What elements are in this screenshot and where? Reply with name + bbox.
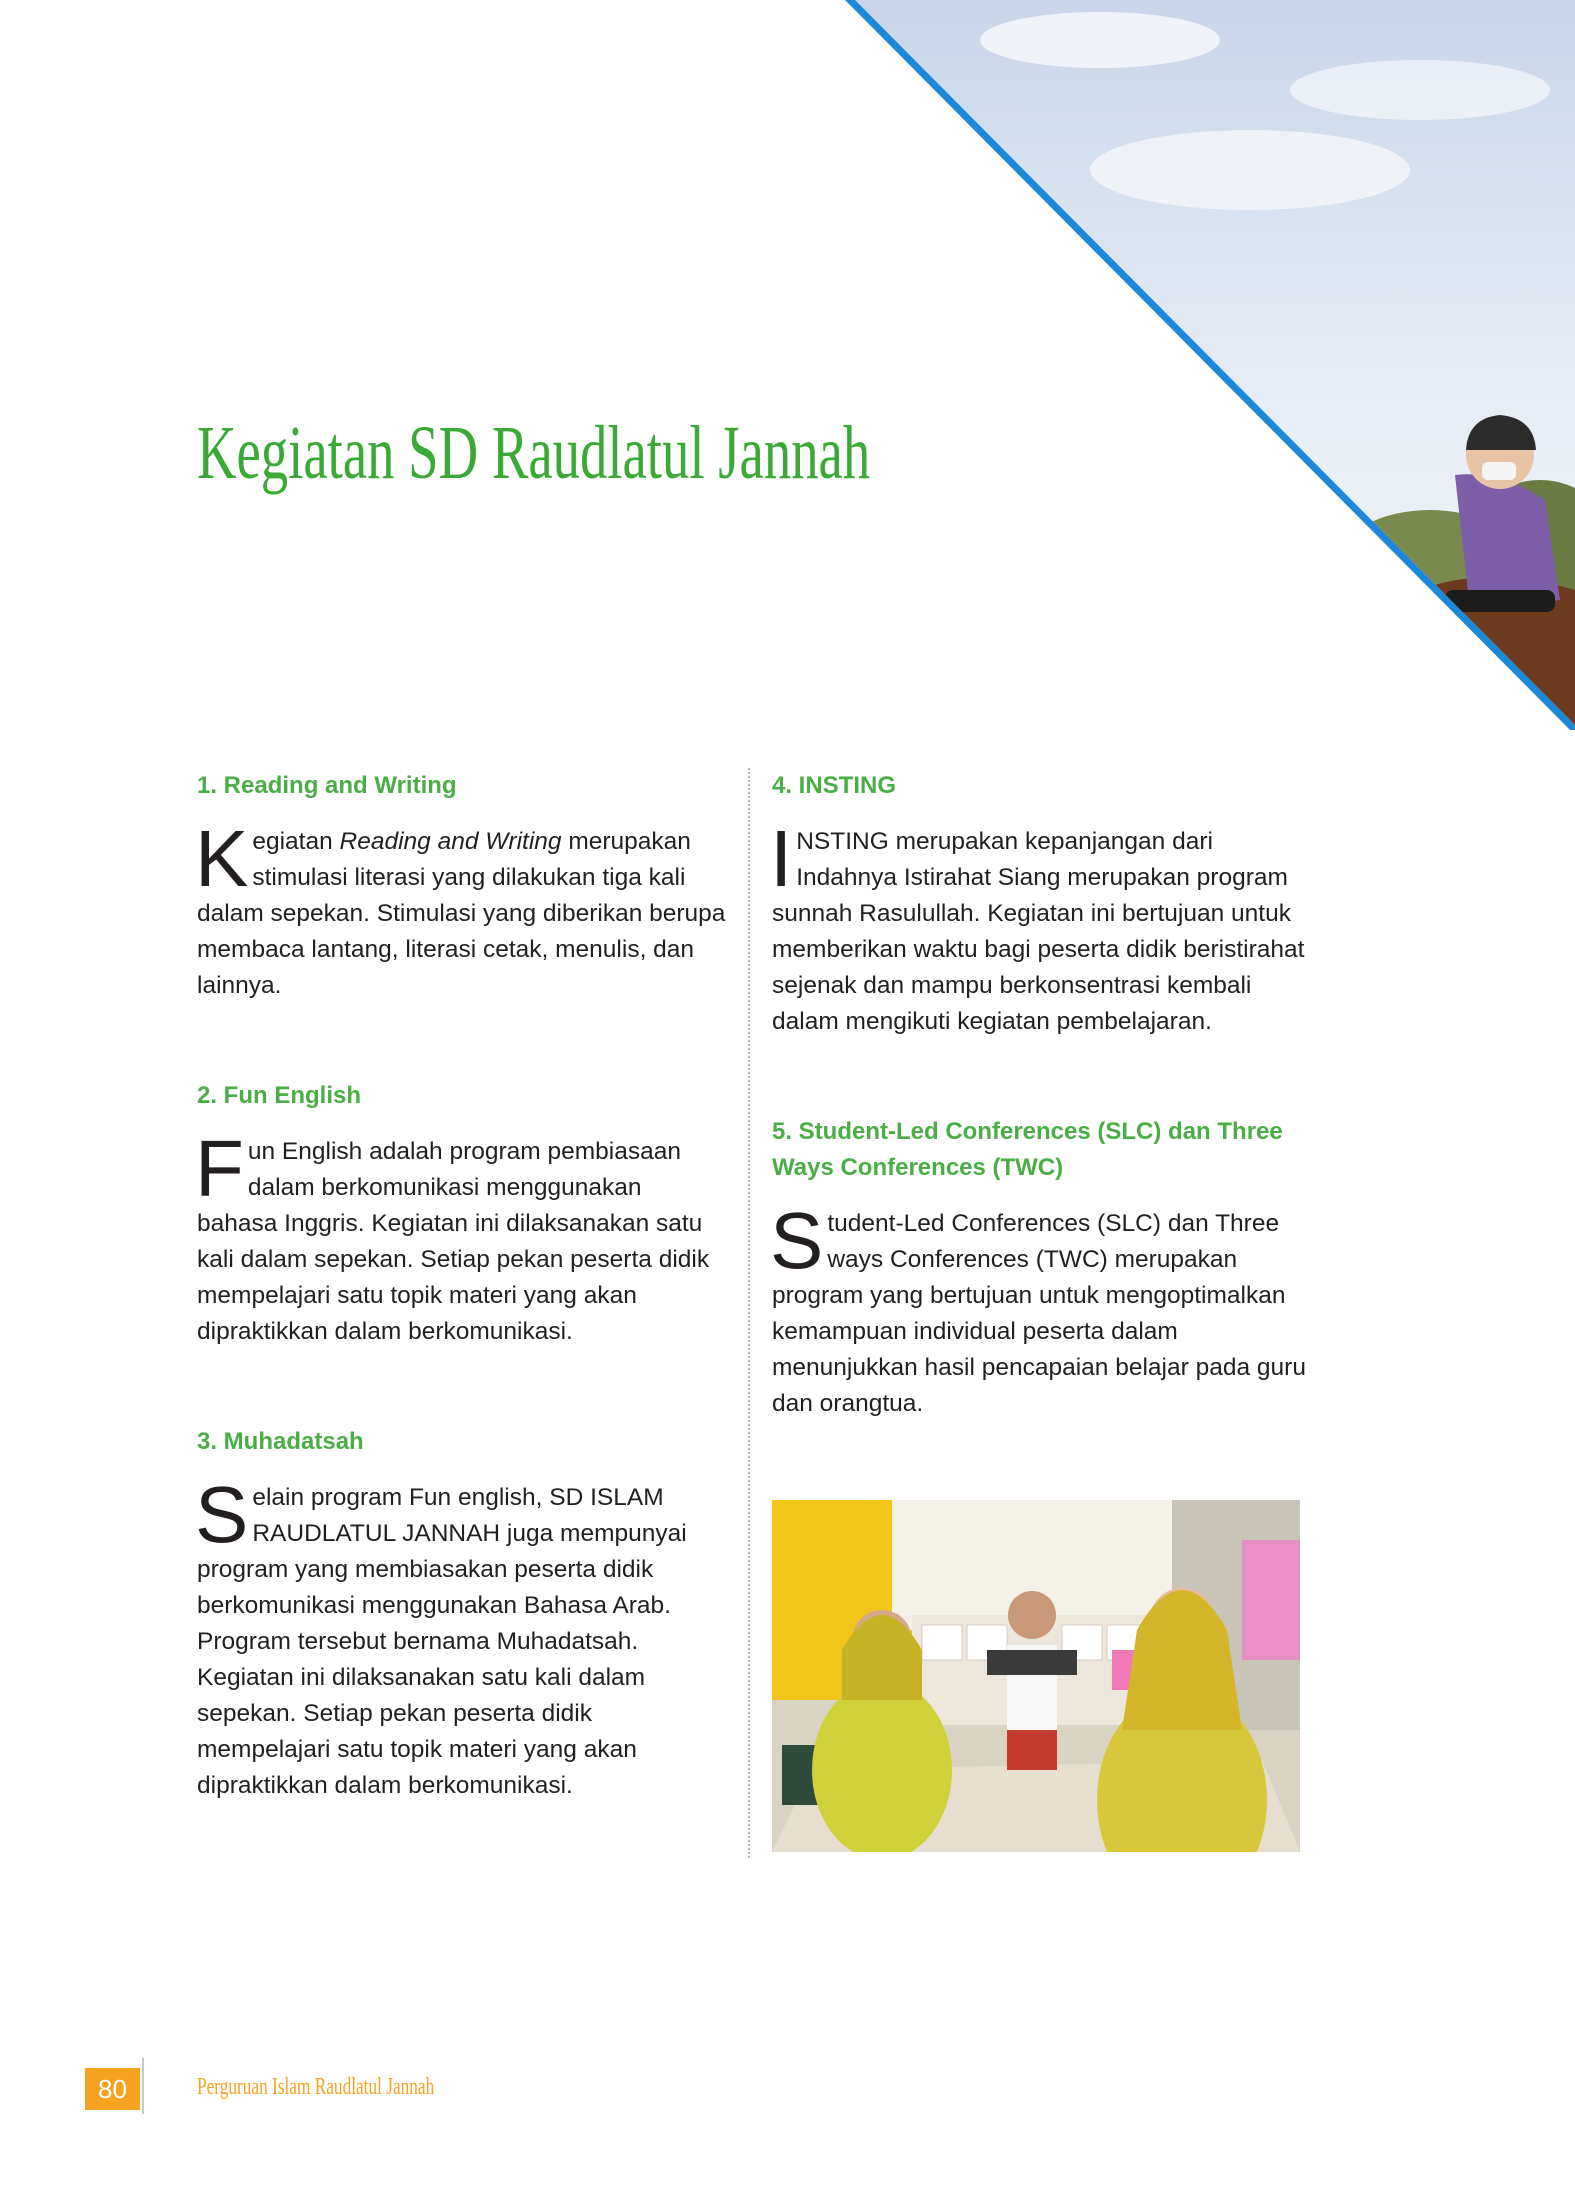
section-heading: 4. INSTING (772, 772, 897, 799)
body-text: NSTING merupakan kepanjangan dari Indahnya Istirahat Siang merupakan program sunnah Rasulullah. Kegiatan ini bertujuan untuk memberikan waktu bagi peserta didik beristirahat sejenak dan mampu berkonsentrasi kembali dalam mengikuti kegiatan pembelajaran. (772, 828, 1305, 1035)
section-body (195, 814, 727, 1004)
classroom-photo (772, 1500, 1300, 1852)
body-text: elain program Fun english, SD ISLAM RAUDLATUL JANNAH juga mempunyai program yang membiasakan peserta didik berkomunikasi menggunakan Bahasa Arab. Program tersebut bernama Muhadatsah. Kegiatan ini dilaksanakan satu kali dalam sepekan. Setiap pekan peserta didik mempelajari satu topik materi yang akan dipraktikkan dalam berkomunikasi. (197, 1484, 687, 1799)
page-title: Kegiatan SD Raudlatul Jannah (197, 411, 871, 495)
drop-cap: I (770, 814, 793, 903)
right-column (772, 768, 1312, 1496)
header-photo-triangle (0, 0, 1575, 730)
section-slc-twc (772, 1114, 1312, 1422)
section-heading: 2. Fun English (197, 1082, 362, 1109)
body-text: un English adalah program pembiasaan dalam berkomunikasi menggunakan bahasa Inggris. Kegiatan ini dilaksanakan satu kali dalam sepekan. Setiap pekan peserta didik mempelajari satu topik materi yang akan dipraktikkan dalam berkomunikasi. (197, 1138, 710, 1345)
footer-publication: Perguruan Islam Raudlatul Jannah (197, 2074, 435, 2100)
section-body (195, 1124, 727, 1350)
drop-cap: K (195, 814, 249, 903)
page-number: 80 (85, 2068, 140, 2110)
section-heading: 1. Reading and Writing (197, 772, 457, 799)
section-fun-english (197, 1078, 727, 1350)
section-body (770, 1196, 1312, 1422)
section-body (770, 814, 1312, 1040)
section-heading: 5. Student-Led Conferences (SLC) dan Three Ways Conferences (TWC) (772, 1118, 1283, 1181)
drop-cap: F (195, 1124, 244, 1213)
section-muhadatsah (197, 1424, 727, 1804)
body-text-italic: Reading and Writing (339, 828, 562, 855)
drop-cap: S (195, 1470, 249, 1559)
body-text-start: egiatan (252, 828, 340, 855)
section-body (195, 1470, 727, 1804)
drop-cap: S (770, 1196, 824, 1285)
body-text: tudent-Led Conferences (SLC) dan Three ways Conferences (TWC) merupakan program yang bertujuan untuk mengoptimalkan kemampuan individual peserta dalam menunjukkan hasil pencapaian belajar pada guru dan orangtua. (772, 1210, 1306, 1417)
body-text-end: merupakan stimulasi literasi yang dilakukan tiga kali dalam sepekan. Stimulasi yang diberikan berupa membaca lantang, literasi cetak, menulis, dan lainnya. (197, 828, 726, 999)
column-divider (748, 768, 750, 1858)
left-column (197, 768, 727, 1878)
section-reading-writing (197, 768, 727, 1004)
section-heading: 3. Muhadatsah (197, 1428, 364, 1455)
footer-divider (142, 2058, 144, 2114)
section-insting (772, 768, 1312, 1040)
